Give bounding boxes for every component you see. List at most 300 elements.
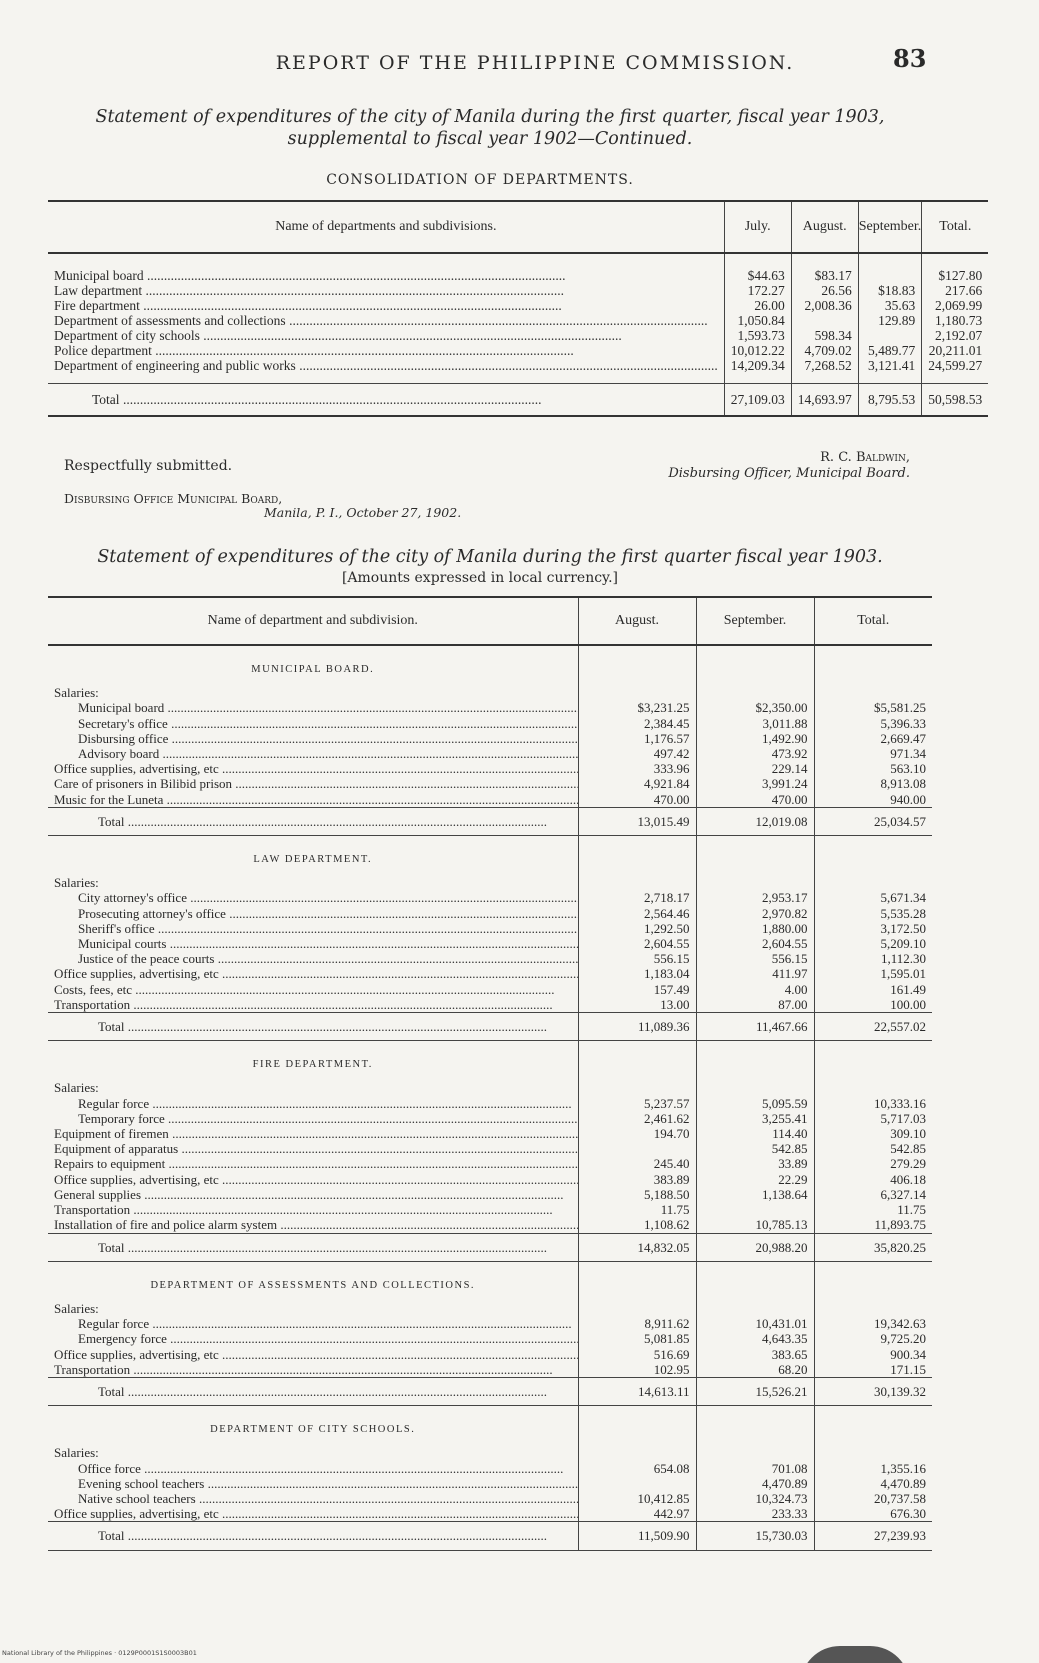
cell-total: 20,737.58 xyxy=(814,1491,932,1506)
table-row xyxy=(48,1141,932,1156)
table-row xyxy=(48,1080,932,1095)
row-label-text: Equipment of apparatus ..... xyxy=(54,1141,578,1156)
blank-cell xyxy=(578,1041,696,1081)
row-label xyxy=(48,997,578,1013)
cell-value: 3,121.41 xyxy=(858,358,922,384)
table-row xyxy=(48,298,988,313)
table-row xyxy=(48,906,932,921)
table-row xyxy=(48,1491,932,1506)
expenditures-table xyxy=(48,596,932,1551)
table-row xyxy=(48,1362,932,1378)
row-label-text: Secretary's office ..... xyxy=(78,716,578,731)
row-label-text: Transportation ..... xyxy=(54,1362,553,1377)
cell-total: 971.34 xyxy=(814,746,932,761)
total-label xyxy=(48,1013,578,1041)
table-row xyxy=(48,1126,932,1141)
cell-total: 171.15 xyxy=(814,1362,932,1378)
col-header-july: July. xyxy=(724,201,791,253)
blank-cell xyxy=(814,836,932,876)
cell-september: 10,785.13 xyxy=(696,1217,814,1233)
row-label xyxy=(48,906,578,921)
table-row xyxy=(48,253,988,283)
row-label-text: Office supplies, advertising, etc ..... xyxy=(54,1506,578,1521)
cell-total xyxy=(814,1301,932,1316)
table-row xyxy=(48,951,932,966)
total-total: 25,034.57 xyxy=(814,807,932,835)
cell-total: 19,342.63 xyxy=(814,1316,932,1331)
cell-value: 129.89 xyxy=(858,313,922,328)
cell-total: 3,172.50 xyxy=(814,921,932,936)
row-label xyxy=(48,1316,578,1331)
table-row xyxy=(48,1202,932,1217)
cell-august xyxy=(578,875,696,890)
cell-august: 654.08 xyxy=(578,1461,696,1476)
total-september: 15,526.21 xyxy=(696,1377,814,1405)
cell-total: 940.00 xyxy=(814,792,932,808)
cell-value: 35.63 xyxy=(858,298,922,313)
row-label xyxy=(48,1301,578,1316)
table-row xyxy=(48,328,988,343)
cell-value: 26.56 xyxy=(791,283,858,298)
row-label xyxy=(48,1331,578,1346)
cell-value: 2,192.07 xyxy=(922,328,989,343)
blank-cell xyxy=(814,1406,932,1446)
row-label-text: Transportation ..... xyxy=(54,997,553,1012)
cell-august: 383.89 xyxy=(578,1172,696,1187)
row-label xyxy=(48,1506,578,1522)
cell-august: 2,384.45 xyxy=(578,716,696,731)
cell-september: 542.85 xyxy=(696,1141,814,1156)
cell-august: 5,188.50 xyxy=(578,1187,696,1202)
cell-september: 4.00 xyxy=(696,982,814,997)
cell-september: 2,953.17 xyxy=(696,890,814,905)
table-row xyxy=(48,997,932,1013)
table-row xyxy=(48,1156,932,1171)
total-row xyxy=(48,1013,932,1041)
total-total: 30,139.32 xyxy=(814,1377,932,1405)
cell-value: $44.63 xyxy=(724,253,791,283)
cell-august: 1,108.62 xyxy=(578,1217,696,1233)
row-label-text: Office supplies, advertising, etc ..... xyxy=(54,966,578,981)
cell-september: 229.14 xyxy=(696,761,814,776)
cell-total: 5,671.34 xyxy=(814,890,932,905)
cell-august: 8,911.62 xyxy=(578,1316,696,1331)
cell-september: 473.92 xyxy=(696,746,814,761)
total-september: 12,019.08 xyxy=(696,807,814,835)
row-label xyxy=(48,328,724,343)
cell-september: 114.40 xyxy=(696,1126,814,1141)
row-label-text: Music for the Luneta ..... xyxy=(54,792,578,807)
cell-total: 5,396.33 xyxy=(814,716,932,731)
cell-value: 14,209.34 xyxy=(724,358,791,384)
row-label xyxy=(48,1491,578,1506)
cell-total: 542.85 xyxy=(814,1141,932,1156)
row-label xyxy=(48,746,578,761)
row-label xyxy=(48,1187,578,1202)
cell-september: 68.20 xyxy=(696,1362,814,1378)
col-header-total: Total. xyxy=(814,597,932,645)
table-row xyxy=(48,1111,932,1126)
row-label xyxy=(48,951,578,966)
cell-august xyxy=(578,1445,696,1460)
col-header-august: August. xyxy=(791,201,858,253)
cell-september: 3,991.24 xyxy=(696,776,814,791)
section-heading-row xyxy=(48,1261,932,1301)
cell-total: 279.29 xyxy=(814,1156,932,1171)
total-value: 8,795.53 xyxy=(858,384,922,417)
row-label-text: Police department ..... xyxy=(54,343,574,358)
cell-total: 1,112.30 xyxy=(814,951,932,966)
blank-cell xyxy=(696,645,814,685)
table-row xyxy=(48,716,932,731)
total-label xyxy=(48,384,724,417)
consolidation-heading: CONSOLIDATION OF DEPARTMENTS. xyxy=(326,172,634,188)
cell-september: 3,255.41 xyxy=(696,1111,814,1126)
cell-value: 20,211.01 xyxy=(922,343,989,358)
cell-value: 4,709.02 xyxy=(791,343,858,358)
row-label xyxy=(48,298,724,313)
cell-august: 2,564.46 xyxy=(578,906,696,921)
total-september: 11,467.66 xyxy=(696,1013,814,1041)
total-label-text: Total ..... xyxy=(98,1528,547,1543)
table-row xyxy=(48,746,932,761)
cell-total: 100.00 xyxy=(814,997,932,1013)
row-label xyxy=(48,1217,578,1233)
total-label-text: Total ..... xyxy=(98,814,547,829)
row-label xyxy=(48,1111,578,1126)
cell-august: 11.75 xyxy=(578,1202,696,1217)
row-label xyxy=(48,792,578,808)
cell-august: 4,921.84 xyxy=(578,776,696,791)
row-label xyxy=(48,685,578,700)
row-label-text: Department of engineering and public works ..... xyxy=(54,358,718,373)
table-row xyxy=(48,1461,932,1476)
blank-cell xyxy=(814,1041,932,1081)
cell-august: 157.49 xyxy=(578,982,696,997)
cell-value: 598.34 xyxy=(791,328,858,343)
table-row xyxy=(48,1096,932,1111)
total-value: 50,598.53 xyxy=(922,384,989,417)
cell-august: 1,183.04 xyxy=(578,966,696,981)
cell-august: 2,461.62 xyxy=(578,1111,696,1126)
row-label xyxy=(48,731,578,746)
row-label-text: Municipal courts ..... xyxy=(78,936,578,951)
total-label xyxy=(48,1522,578,1550)
row-label-text: Disbursing office ..... xyxy=(78,731,578,746)
cell-september: 2,970.82 xyxy=(696,906,814,921)
statement1-title: Statement of expenditures of the city of Manila during the first quarter, fiscal year 1903, supplemental to fiscal year 1902—Continued. xyxy=(95,107,885,149)
cell-value xyxy=(858,253,922,283)
table-row xyxy=(48,358,988,384)
cell-total: 309.10 xyxy=(814,1126,932,1141)
total-value: 14,693.97 xyxy=(791,384,858,417)
cell-value: 24,599.27 xyxy=(922,358,989,384)
cell-value: 26.00 xyxy=(724,298,791,313)
table-row xyxy=(48,1506,932,1522)
total-label-text: Total ..... xyxy=(98,1240,547,1255)
section-heading: MUNICIPAL BOARD. xyxy=(251,664,375,675)
section-heading: LAW DEPARTMENT. xyxy=(253,854,373,866)
row-label xyxy=(48,875,578,890)
cell-august xyxy=(578,685,696,700)
row-label-text: Evening school teachers ..... xyxy=(78,1476,578,1491)
table-header-row xyxy=(48,597,932,645)
cell-total: 900.34 xyxy=(814,1347,932,1362)
cell-august: 1,292.50 xyxy=(578,921,696,936)
cell-total: 5,209.10 xyxy=(814,936,932,951)
row-label-text: Costs, fees, etc ..... xyxy=(54,982,554,997)
cell-august: 13.00 xyxy=(578,997,696,1013)
row-label xyxy=(48,1096,578,1111)
row-label-text: Prosecuting attorney's office ..... xyxy=(78,906,578,921)
cell-september: 383.65 xyxy=(696,1347,814,1362)
row-label xyxy=(48,936,578,951)
row-label xyxy=(48,700,578,715)
row-label-text: Municipal board ..... xyxy=(54,268,565,283)
scan-thumb-artifact xyxy=(800,1646,910,1663)
cell-september xyxy=(696,685,814,700)
total-label xyxy=(48,1377,578,1405)
row-label-text: Equipment of firemen ..... xyxy=(54,1126,578,1141)
cell-total xyxy=(814,1080,932,1095)
cell-september: 87.00 xyxy=(696,997,814,1013)
col-header-name: Name of departments and subdivisions. xyxy=(48,201,724,253)
total-total: 35,820.25 xyxy=(814,1233,932,1261)
col-header-total: Total. xyxy=(922,201,989,253)
cell-august: 2,604.55 xyxy=(578,936,696,951)
cell-august: 333.96 xyxy=(578,761,696,776)
cell-value xyxy=(858,328,922,343)
row-label-text: Advisory board ..... xyxy=(78,746,578,761)
row-label xyxy=(48,313,724,328)
cell-august: 516.69 xyxy=(578,1347,696,1362)
cell-september: 556.15 xyxy=(696,951,814,966)
cell-september xyxy=(696,875,814,890)
row-label xyxy=(48,1156,578,1171)
running-head: REPORT OF THE PHILIPPINE COMMISSION. xyxy=(275,52,795,74)
table-row xyxy=(48,966,932,981)
cell-september: 2,604.55 xyxy=(696,936,814,951)
blank-cell xyxy=(578,1406,696,1446)
cell-september xyxy=(696,1445,814,1460)
cell-value: $83.17 xyxy=(791,253,858,283)
blank-cell xyxy=(814,1261,932,1301)
cell-september: 470.00 xyxy=(696,792,814,808)
row-label-text: Fire department ..... xyxy=(54,298,562,313)
total-row xyxy=(48,807,932,835)
table-row xyxy=(48,313,988,328)
table-row xyxy=(48,776,932,791)
cell-total: 1,355.16 xyxy=(814,1461,932,1476)
blank-cell xyxy=(696,1406,814,1446)
table-row xyxy=(48,1476,932,1491)
table-row xyxy=(48,1301,932,1316)
row-label-text: Salaries: xyxy=(54,875,99,891)
row-label-text: Salaries: xyxy=(54,1080,99,1096)
section-heading-row xyxy=(48,836,932,876)
total-label-text: Total ..... xyxy=(98,1384,547,1399)
row-label-text: Native school teachers ..... xyxy=(78,1491,578,1506)
col-header-name: Name of department and subdivision. xyxy=(48,597,578,645)
row-label-text: Sheriff's office ..... xyxy=(78,921,577,936)
blank-cell xyxy=(578,836,696,876)
row-label xyxy=(48,761,578,776)
row-label xyxy=(48,982,578,997)
row-label-text: Temporary force ..... xyxy=(78,1111,578,1126)
cell-value: 5,489.77 xyxy=(858,343,922,358)
row-label xyxy=(48,1347,578,1362)
cell-september: 10,431.01 xyxy=(696,1316,814,1331)
cell-total: $5,581.25 xyxy=(814,700,932,715)
cell-total: 8,913.08 xyxy=(814,776,932,791)
table-row xyxy=(48,761,932,776)
cell-total: 11.75 xyxy=(814,1202,932,1217)
blank-cell xyxy=(578,645,696,685)
row-label xyxy=(48,776,578,791)
cell-total: 676.30 xyxy=(814,1506,932,1522)
row-label-text: Repairs to equipment ..... xyxy=(54,1156,578,1171)
cell-total: 5,717.03 xyxy=(814,1111,932,1126)
row-label xyxy=(48,1080,578,1095)
cell-august: 5,081.85 xyxy=(578,1331,696,1346)
table-row xyxy=(48,1217,932,1233)
total-august: 13,015.49 xyxy=(578,807,696,835)
cell-value: 7,268.52 xyxy=(791,358,858,384)
table-row xyxy=(48,1187,932,1202)
signer-name: R. C. Baldwin, xyxy=(820,450,910,465)
cell-value xyxy=(791,313,858,328)
cell-value: 1,180.73 xyxy=(922,313,989,328)
table-row xyxy=(48,343,988,358)
section-heading-row xyxy=(48,1041,932,1081)
row-label xyxy=(48,283,724,298)
signature-block xyxy=(600,450,910,482)
cell-august: 5,237.57 xyxy=(578,1096,696,1111)
cell-august: 2,718.17 xyxy=(578,890,696,905)
row-label-text: Office force ..... xyxy=(78,1461,563,1476)
total-label-text: Total ..... xyxy=(92,392,541,407)
currency-note: [Amounts expressed in local currency.] xyxy=(341,570,619,586)
scan-footer: National Library of the Philippines · 0129P0001S1S0003B01 xyxy=(2,1649,197,1657)
cell-total xyxy=(814,875,932,890)
total-row xyxy=(48,1377,932,1405)
statement2-title: Statement of expenditures of the city of Manila during the first quarter fiscal year 1903. xyxy=(97,547,883,567)
table-row xyxy=(48,731,932,746)
cell-september xyxy=(696,1301,814,1316)
table-row xyxy=(48,890,932,905)
row-label xyxy=(48,890,578,905)
row-label-text: Installation of fire and police alarm system ..... xyxy=(54,1217,578,1232)
signer-role: Disbursing Officer, Municipal Board. xyxy=(668,466,910,481)
cell-total: 161.49 xyxy=(814,982,932,997)
blank-cell xyxy=(696,836,814,876)
table-row xyxy=(48,1445,932,1460)
total-august: 14,832.05 xyxy=(578,1233,696,1261)
cell-total: 4,470.89 xyxy=(814,1476,932,1491)
total-label-text: Total ..... xyxy=(98,1019,547,1034)
cell-august: 556.15 xyxy=(578,951,696,966)
cell-september: 3,011.88 xyxy=(696,716,814,731)
cell-total: 563.10 xyxy=(814,761,932,776)
row-label-text: Salaries: xyxy=(54,685,99,701)
table-row xyxy=(48,982,932,997)
row-label-text: Salaries: xyxy=(54,1445,99,1461)
total-august: 11,089.36 xyxy=(578,1013,696,1041)
cell-value: 217.66 xyxy=(922,283,989,298)
office-address: Disbursing Office Municipal Board, Manila, P. I., October 27, 1902. xyxy=(64,491,462,520)
cell-september: 233.33 xyxy=(696,1506,814,1522)
cell-september: 1,138.64 xyxy=(696,1187,814,1202)
cell-value: $18.83 xyxy=(858,283,922,298)
cell-september: 22.29 xyxy=(696,1172,814,1187)
total-september: 15,730.03 xyxy=(696,1522,814,1550)
cell-august xyxy=(578,1301,696,1316)
row-label xyxy=(48,1202,578,1217)
table-row xyxy=(48,685,932,700)
row-label-text: Regular force ..... xyxy=(78,1096,572,1111)
total-row xyxy=(48,1522,932,1550)
page-number: 83 xyxy=(893,44,927,73)
table-row xyxy=(48,921,932,936)
row-label-text: Municipal board ..... xyxy=(78,700,578,715)
respectfully-submitted: Respectfully submitted. xyxy=(64,458,233,474)
row-label xyxy=(48,1362,578,1378)
row-label-text: Law department ..... xyxy=(54,283,564,298)
row-label xyxy=(48,966,578,981)
row-label xyxy=(48,253,724,283)
cell-september: 4,643.35 xyxy=(696,1331,814,1346)
row-label-text: City attorney's office ..... xyxy=(78,890,578,905)
cell-value: 1,593.73 xyxy=(724,328,791,343)
row-label-text: Regular force ..... xyxy=(78,1316,572,1331)
total-label xyxy=(48,1233,578,1261)
section-heading: FIRE DEPARTMENT. xyxy=(252,1059,373,1071)
cell-september: 1,492.90 xyxy=(696,731,814,746)
cell-total: 9,725.20 xyxy=(814,1331,932,1346)
row-label-text: Office supplies, advertising, etc ..... xyxy=(54,1172,578,1187)
cell-total: 5,535.28 xyxy=(814,906,932,921)
cell-total: 10,333.16 xyxy=(814,1096,932,1111)
row-label-text: Office supplies, advertising, etc ..... xyxy=(54,761,578,776)
row-label-text: General supplies ..... xyxy=(54,1187,564,1202)
total-value: 27,109.03 xyxy=(724,384,791,417)
cell-september: 5,095.59 xyxy=(696,1096,814,1111)
cell-september: 411.97 xyxy=(696,966,814,981)
cell-august: 245.40 xyxy=(578,1156,696,1171)
row-label xyxy=(48,1461,578,1476)
cell-september: 10,324.73 xyxy=(696,1491,814,1506)
total-september: 20,988.20 xyxy=(696,1233,814,1261)
row-label-text: Justice of the peace courts ..... xyxy=(78,951,578,966)
cell-august: $3,231.25 xyxy=(578,700,696,715)
section-heading: DEPARTMENT OF CITY SCHOOLS. xyxy=(210,1424,416,1436)
row-label-text: Transportation ..... xyxy=(54,1202,553,1217)
total-row xyxy=(48,384,988,417)
cell-august: 497.42 xyxy=(578,746,696,761)
table-row xyxy=(48,792,932,808)
blank-cell xyxy=(814,645,932,685)
row-label-text: Department of city schools ..... xyxy=(54,328,622,343)
cell-september: 33.89 xyxy=(696,1156,814,1171)
blank-cell xyxy=(578,1261,696,1301)
cell-value: 1,050.84 xyxy=(724,313,791,328)
row-label xyxy=(48,1476,578,1491)
cell-total: 2,669.47 xyxy=(814,731,932,746)
row-label-text: Care of prisoners in Bilibid prison ..... xyxy=(54,776,578,791)
table-row xyxy=(48,936,932,951)
table-row xyxy=(48,700,932,715)
cell-september xyxy=(696,1202,814,1217)
